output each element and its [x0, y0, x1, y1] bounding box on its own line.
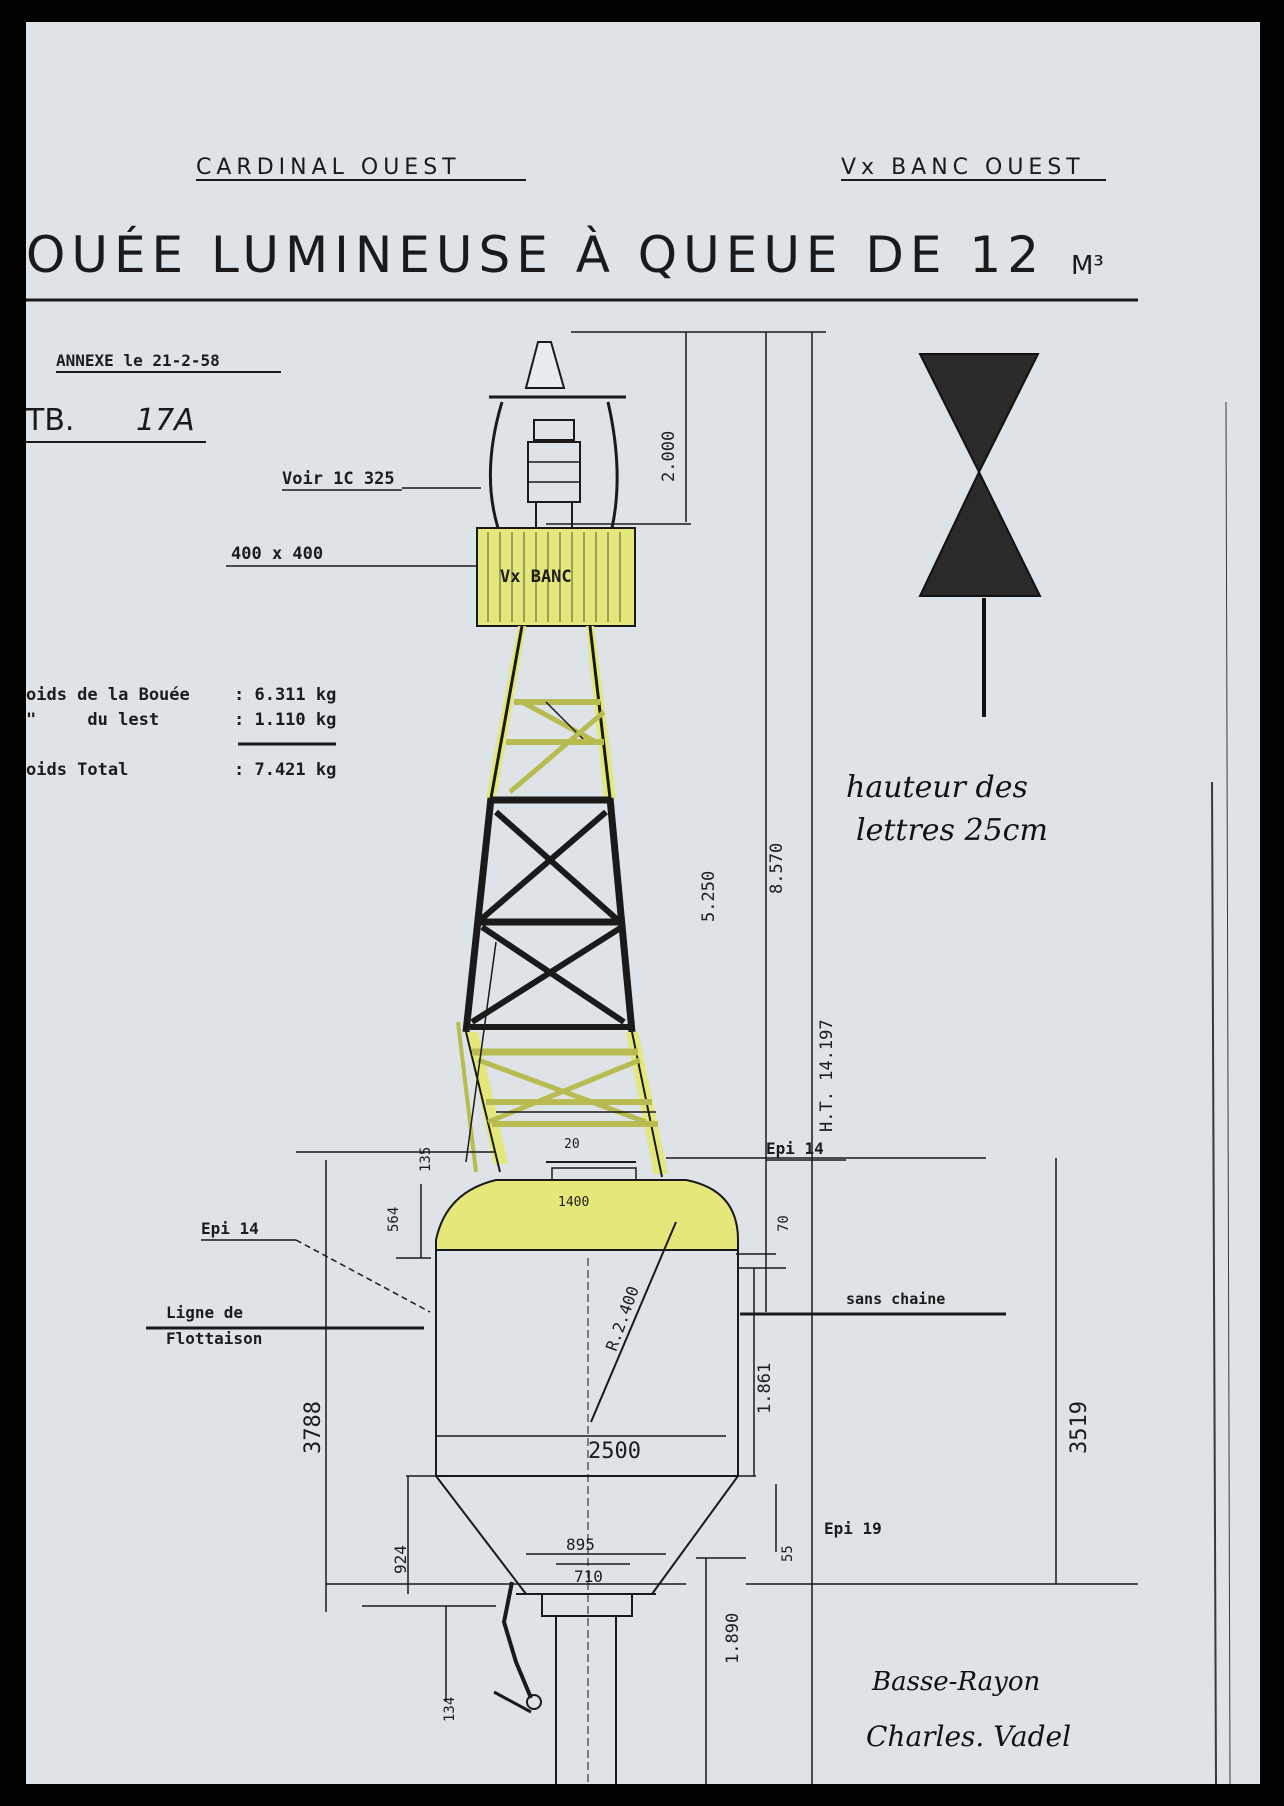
dim-70: 70: [776, 1215, 792, 1232]
dim-55: 55: [780, 1545, 796, 1562]
epi-bottom-label: Epi 19: [824, 1519, 882, 1538]
dim-radius: R.2.400: [601, 1283, 643, 1354]
title-unit: M³: [1071, 251, 1104, 281]
dim-564: 564: [386, 1206, 402, 1232]
cardinal-west-topmark: [920, 354, 1040, 717]
weight-row-label: " du lest: [26, 710, 160, 730]
dim-134: 134: [442, 1696, 458, 1722]
dim-135: 135: [418, 1146, 434, 1172]
reference-date: ANNEXE le 21-2-58: [56, 351, 220, 370]
signature-line2: Charles. Vadel: [866, 1720, 1072, 1753]
panel-size-label: 400 x 400: [231, 544, 324, 564]
voir-label: Voir 1C 325: [282, 469, 395, 489]
header-right-label: Vx BANC OUEST: [841, 155, 1085, 180]
signature-line1: Basse-Rayon: [872, 1667, 1041, 1697]
dim-710: 710: [574, 1567, 603, 1586]
weight-row-label: oids de la Bouée: [26, 685, 190, 705]
weight-row-value: : 6.311 kg: [234, 685, 337, 705]
reference-code: 17A: [136, 403, 195, 438]
dim-3519: 3519: [1067, 1401, 1092, 1454]
dim-2000: 2.000: [659, 430, 679, 482]
dim-20: 20: [564, 1137, 580, 1152]
leader-line: [296, 1240, 430, 1312]
ligne-label: Ligne de: [166, 1303, 244, 1322]
header-left-label: CARDINAL OUEST: [196, 155, 461, 180]
weight-total-value: : 7.421 kg: [234, 760, 337, 780]
hauteur-note-line2: lettres 25cm: [856, 813, 1048, 848]
sans-chaine-label: sans chaine: [846, 1290, 946, 1308]
dim-8570: 8.570: [767, 842, 787, 894]
dim-1890: 1.890: [723, 1612, 743, 1664]
dim-1861: 1.861: [755, 1362, 775, 1414]
dim-3788: 3788: [301, 1401, 326, 1454]
flottaison-label: Flottaison: [166, 1329, 263, 1348]
dim-14197: H.T. 14.197: [817, 1019, 837, 1132]
weight-row-value: : 1.110 kg: [234, 710, 337, 730]
epi-top-label: Epi 14: [766, 1139, 824, 1158]
edge-line: [1226, 402, 1230, 1784]
buoy-drawing: [26, 22, 1260, 1784]
dim-1400: 1400: [558, 1195, 590, 1210]
epi-left-label: Epi 14: [201, 1219, 259, 1238]
dim-2500: 2500: [588, 1439, 641, 1464]
dim-924: 924: [391, 1545, 410, 1574]
reference-prefix: TB.: [26, 403, 75, 438]
page-title: OUÉE LUMINEUSE À QUEUE DE 12: [26, 226, 1046, 284]
dim-5250: 5.250: [699, 870, 719, 922]
weights-table: [26, 685, 336, 780]
hauteur-note-line1: hauteur des: [846, 770, 1028, 805]
panel-text: Vx BANC: [500, 567, 572, 587]
drawing-sheet: [26, 22, 1260, 1784]
edge-line: [1212, 782, 1216, 1784]
dim-895: 895: [566, 1535, 595, 1554]
weight-total-label: oids Total: [26, 760, 129, 780]
